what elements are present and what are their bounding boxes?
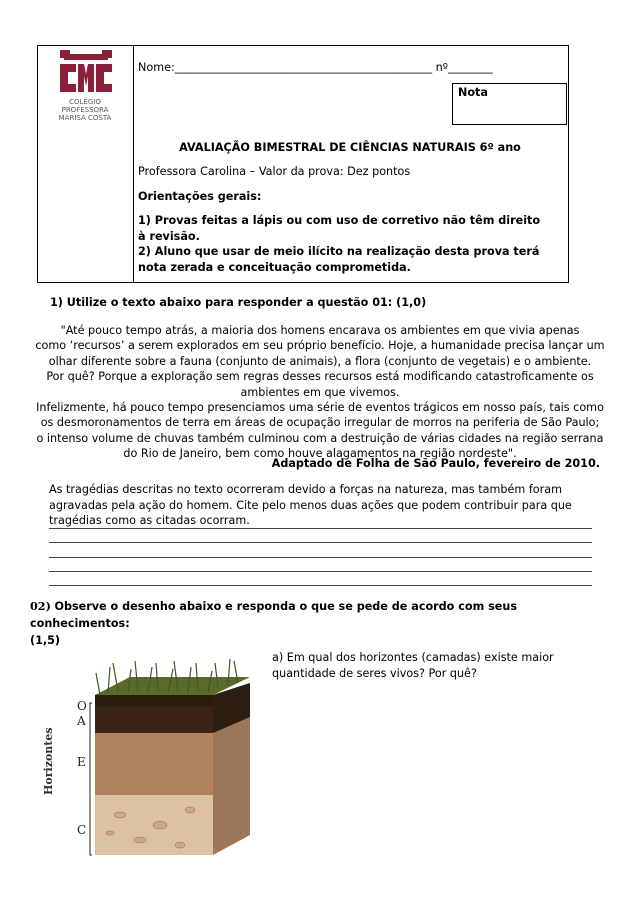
number-field[interactable]: ________	[448, 61, 493, 74]
passage-line: como ‘recursos’ a serem explorados em seu próprio benefício. Hoje, a humanidade precisa lançar um	[35, 339, 605, 353]
guidelines-heading: Orientações gerais:	[138, 190, 262, 203]
school-name-line: MARISA COSTA	[58, 114, 112, 122]
rule-1: 1) Provas feitas a lápis ou com uso de corretivo não têm direito à revisão.	[138, 214, 541, 243]
question-2-number: 02)	[30, 599, 51, 613]
passage-line: "Até pouco tempo atrás, a maioria dos homens encarava os ambientes em que vivia apenas	[60, 324, 580, 337]
prompt-line: tragédias como as citadas ocorram.	[49, 514, 250, 527]
teacher-line: Professora Carolina – Valor da prova: Dez pontos	[138, 165, 411, 178]
name-row[interactable]	[138, 60, 493, 76]
logo-cell	[38, 46, 134, 282]
question-2-heading	[30, 598, 620, 649]
question-1-prompt	[49, 482, 599, 529]
soil-horizons-figure	[40, 655, 265, 903]
question-1-passage	[32, 323, 608, 462]
horizon-label-c: C	[77, 823, 87, 837]
rule-2: 2) Aluno que usar de meio ilícito na realização desta prova terá nota zerada e conceituação comprometida.	[138, 245, 540, 274]
exam-title: AVALIAÇÃO BIMESTRAL DE CIÊNCIAS NATURAIS 6º ano	[179, 141, 521, 154]
header-box	[37, 45, 569, 283]
answer-line[interactable]	[49, 528, 592, 529]
passage-source: Adaptado de Folha de São Paulo, fevereiro de 2010.	[271, 457, 600, 470]
prompt-line: agravadas pela ação do homem. Cite pelo menos duas ações que podem contribuir para que	[49, 498, 572, 512]
passage-line: olhar diferente sobre a fauna (conjunto de animais), a flora (conjunto de vegetais) e o ambiente.	[48, 354, 592, 368]
prompt-line: As tragédias descritas no texto ocorreram devido a forças na natureza, mas também foram	[49, 483, 562, 496]
horizon-label-e: E	[77, 755, 86, 769]
question-2-points: (1,5)	[30, 634, 61, 647]
passage-line: o intenso volume de chuvas também culminou com a destruição de várias cidades na região serrana	[36, 431, 604, 445]
question-2-text: Observe o desenho abaixo e responda o que se pede de acordo com seus conhecimentos:	[30, 600, 517, 630]
horizon-label-o: O	[77, 699, 87, 713]
number-label: nº	[435, 61, 449, 74]
grade-label: Nota	[458, 86, 488, 99]
passage-line: Por quê? Porque a exploração sem regras desses recursos está modificando catastroficamente os	[46, 370, 594, 384]
question-2a: a) Em qual dos horizontes (camadas) existe maior quantidade de seres vivos? Por quê?	[272, 651, 554, 680]
school-name	[50, 98, 120, 122]
soil-profile-illustration	[40, 655, 265, 903]
answer-line[interactable]	[49, 542, 592, 543]
school-logo	[56, 50, 116, 96]
name-field[interactable]: ______________________________________________	[174, 61, 433, 74]
answer-line[interactable]	[49, 571, 592, 572]
school-name-line: COLÉGIO	[69, 98, 101, 106]
horizons-axis-label: Horizontes	[42, 727, 55, 795]
grade-box[interactable]	[452, 83, 567, 125]
passage-line: os desmoronamentos de terra em áreas de ocupação irregular de morros na periferia de São Paulo;	[40, 416, 600, 430]
passage-line: Infelizmente, há pouco tempo presenciamos uma série de eventos trágicos em nosso país, tais como	[36, 401, 604, 415]
horizon-label-a: A	[77, 714, 86, 728]
passage-line: do Rio de Janeiro, bem como houve alagamentos na região nordeste".	[123, 447, 517, 461]
answer-line[interactable]	[49, 585, 592, 586]
passage-line: ambientes em que vivemos.	[240, 385, 400, 399]
question-1-heading: 1) Utilize o texto abaixo para responder a questão 01: (1,0)	[50, 296, 427, 309]
name-label: Nome:	[138, 61, 175, 74]
school-name-line: PROFESSORA	[61, 106, 109, 114]
answer-line[interactable]	[49, 557, 592, 558]
